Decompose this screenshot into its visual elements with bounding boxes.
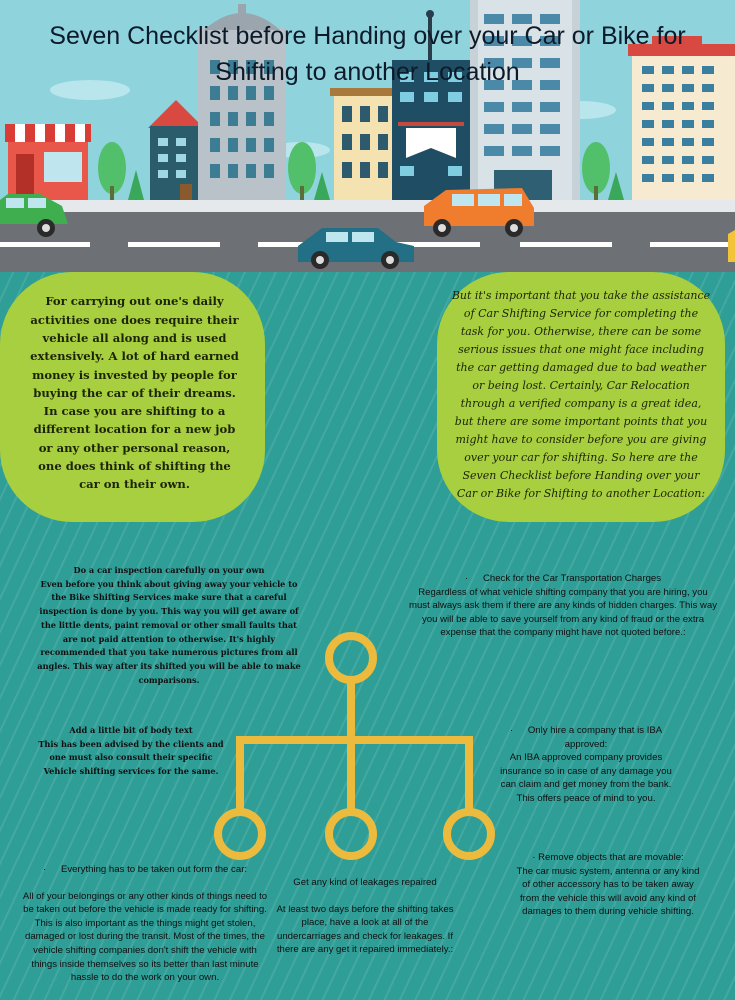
- iba-heading-line: [492, 724, 680, 751]
- charges-heading: Check for the Car Transportation Charges: [482, 573, 662, 584]
- center-node-circle: [329, 812, 373, 856]
- right-node-circle: [447, 812, 491, 856]
- yellow-car: [728, 230, 735, 262]
- intro-blob-left: [0, 272, 265, 522]
- sidewalk: [0, 200, 735, 212]
- checklist-iba: [492, 724, 680, 806]
- red-roof-building: [148, 100, 204, 200]
- checklist-body-text: [36, 724, 226, 779]
- checklist-belongings: [22, 863, 268, 985]
- page-title: Seven Checklist before Handing over your Car or Bike for Shifting to another Location: [49, 22, 686, 86]
- header-illustration: [0, 0, 735, 272]
- checklist-inspection: [36, 564, 302, 687]
- intro-left-text: For carrying out one's daily activities one does require their vehicle all along and is used extensively. A lot of hard earned money is invested by people for buying the car of their dreams. In case you are shifting to a different location for a new job or any other personal reason, one does think of shifting the car on their own.: [30, 294, 239, 492]
- connector-lines: [240, 682, 469, 810]
- top-node-circle: [329, 636, 373, 680]
- bullet-icon: ·: [509, 725, 514, 736]
- iba-heading: Only hire a company that is IBA approved:: [527, 725, 663, 750]
- leakages-body: At least two days before the shifting takes place, have a look at all of the undercarriages and check for leakages. If there are any get it repaired immediately.:: [276, 903, 454, 956]
- leakages-heading: Get any kind of leakages repaired: [293, 877, 437, 888]
- checklist-remove: [514, 851, 702, 919]
- checklist-charges: [408, 572, 718, 640]
- belongings-heading: Everything has to be taken out form the car:: [60, 864, 248, 875]
- body-text-heading: Add a little bit of body text: [69, 725, 193, 735]
- cream-building: [330, 88, 400, 200]
- remove-heading: · Remove objects that are movable:: [532, 852, 684, 863]
- bullet-icon: ·: [42, 864, 47, 875]
- bullet-icon: ·: [464, 573, 469, 584]
- inspection-heading: Do a car inspection carefully on your own: [73, 565, 265, 575]
- charges-body: Regardless of what vehicle shifting company that you are hiring, you must always ask them if there are any kinds of hidden charges. This way you will be able to save yourself from any kind of fraud or the extra expense that the company might have not quoted before.:: [408, 586, 718, 639]
- left-node-circle: [218, 812, 262, 856]
- inspection-body: Even before you think about giving away your vehicle to the Bike Shifting Services make sure that a careful inspection is done by you. This way you will get aware of the little dents, paint removal or other small faults that are not paid attention to otherwise. It's highly recommended that you take numerous pictures from all angles. This way after its shifted you will be able to make comparisons.: [37, 578, 301, 685]
- iba-body: An IBA approved company provides insurance so in case of any damage you can claim and get money from the bank. This offers peace of mind to you.: [500, 752, 672, 804]
- intro-blob-right: [437, 272, 725, 522]
- shop-building: [5, 124, 91, 200]
- belongings-body: All of your belongings or any other kinds of things need to be taken out before the vehicle is made ready for shifting. This is also important as the things might get stolen, damaged or lost during the transit. Most of the times, the vehicle shifting companies don't shift the vehicle with things inside themselves so its better than last minute hassle to do the work on your own.: [22, 890, 268, 984]
- body-text-body: This has been advised by the clients and one must also consult their specific Vehicle shifting services for the same.: [38, 738, 224, 777]
- checklist-leakages: [276, 876, 454, 957]
- intro-right-text: But it's important that you take the assistance of Car Shifting Service for completing the task for you. Otherwise, there can be some serious issues that one might face including the car getting damaged due to bad weather or being lost. Certainly, Car Relocation through a verified company is a great idea, but there are some important points that you might have to consider before you are giving over your car for shifting. So here are the Seven Checklist before Handing over your Car or Bike for Shifting to another Location:: [451, 289, 711, 500]
- belongings-heading-line: [22, 863, 268, 877]
- remove-body: The car music system, antenna or any kind of other accessory has to be taken away from the vehicle this will avoid any kind of damages to them during vehicle shifting.: [516, 865, 700, 918]
- charges-heading-line: [408, 572, 718, 586]
